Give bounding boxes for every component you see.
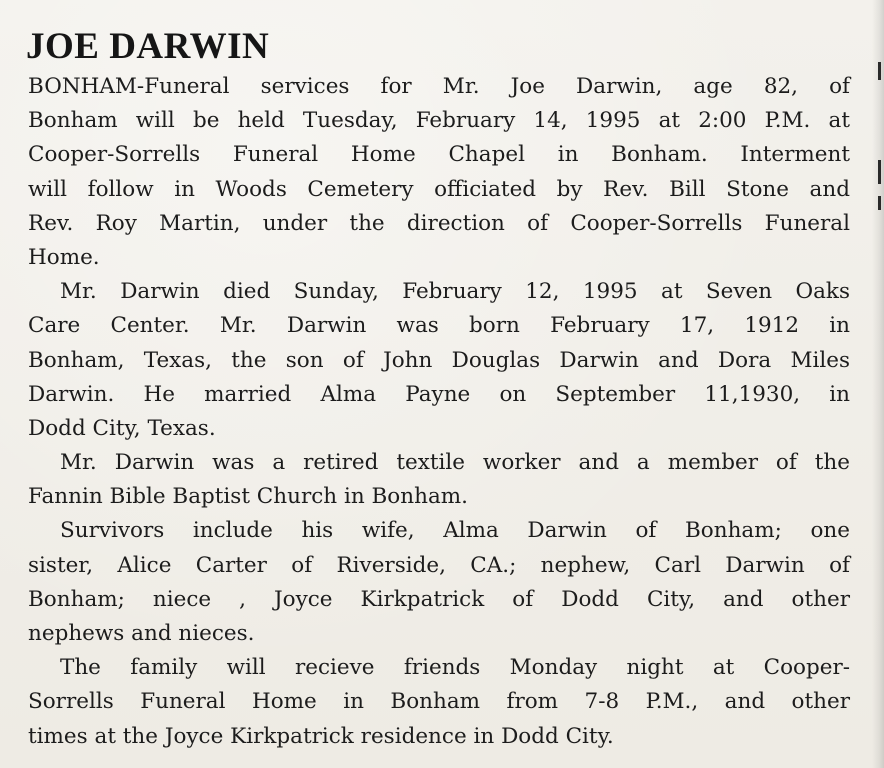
obituary-line: Mr. Darwin died Sunday, February 12, 1995 at Seven Oaks [60, 279, 850, 305]
obituary-line: Bonham; niece , Joyce Kirkpatrick of Dodd City, and other [28, 586, 850, 612]
obituary-title: JOE DARWIN [26, 26, 270, 67]
obituary-line: Fannin Bible Baptist Church in Bonham. [28, 484, 468, 510]
obituary-line: BONHAM-Funeral services for Mr. Joe Darwin, age 82, of [28, 74, 850, 99]
obituary-line: will follow in Woods Cemetery officiated by Rev. Bill Stone and [28, 176, 850, 202]
obituary-line: Care Center. Mr. Darwin was born February 17, 1912 in [28, 313, 850, 339]
edge-mark [878, 62, 881, 80]
obituary-line: Sorrells Funeral Home in Bonham from 7-8 P.M., and other [28, 689, 850, 715]
obituary-line: nephews and nieces. [28, 621, 255, 646]
obituary-line: times at the Joyce Kirkpatrick residence in Dodd City. [28, 723, 614, 749]
obituary-body [28, 70, 850, 754]
clipping-edge-shadow [872, 0, 884, 768]
obituary-line: Bonham, Texas, the son of John Douglas Darwin and Dora Miles [28, 347, 850, 373]
obituary-line: Home. [28, 244, 100, 270]
obituary-line: Cooper-Sorrells Funeral Home Chapel in Bonham. Interment [28, 142, 850, 168]
obituary-line: Rev. Roy Martin, under the direction of Cooper-Sorrells Funeral [28, 210, 850, 236]
obituary-line: Darwin. He married Alma Payne on September 11,1930, in [28, 381, 850, 407]
obituary-line: Dodd City, Texas. [28, 415, 216, 441]
obituary-line: Mr. Darwin was a retired textile worker and a member of the [60, 450, 850, 476]
obituary-line: Bonham will be held Tuesday, February 14, 1995 at 2:00 P.M. at [28, 108, 850, 134]
obituary-line: Survivors include his wife, Alma Darwin of Bonham; one [60, 518, 850, 544]
obituary-line: The family will recieve friends Monday night at Cooper- [60, 655, 850, 681]
edge-mark [878, 196, 881, 210]
edge-mark [878, 160, 881, 184]
obituary-line: sister, Alice Carter of Riverside, CA.; nephew, Carl Darwin of [28, 552, 850, 578]
